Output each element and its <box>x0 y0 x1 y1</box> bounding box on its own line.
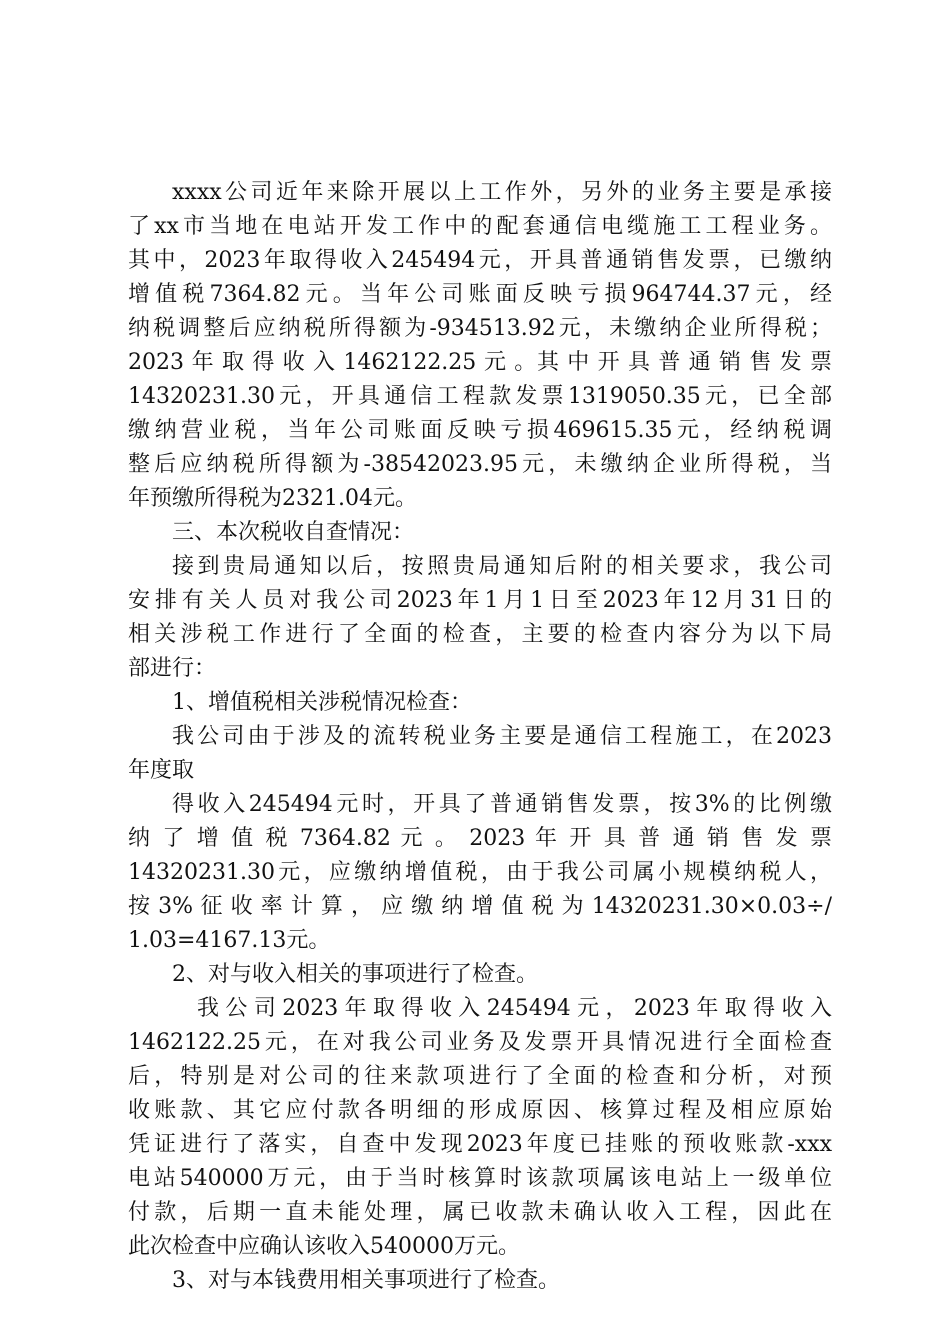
paragraph-line-12: 接到贵局通知以后，按照贵局通知后附的相关要求，我公司 <box>172 554 832 579</box>
paragraph-line-1: xxxx公司近年来除开展以上工作外，另外的业务主要是承接 <box>172 180 832 205</box>
paragraph-line-22: 按 3% 征 收 率 计 算 ， 应 缴 纳 增 值 税 为 14320231.30×0.03÷/ <box>128 894 832 919</box>
paragraph-line-3: 其中，2023年取得收入245494元，开具普通销售发票，已缴纳 <box>128 248 832 273</box>
paragraph-line-23: 1.03=4167.13元。 <box>128 928 331 953</box>
paragraph-line-6: 2023 年 取 得 收 入 1462122.25 元 。其 中 开 具 普 通 销 售 发 票 <box>128 350 832 375</box>
paragraph-line-25: 我公司2023年取得收入245494元，2023年取得收入 <box>197 996 832 1021</box>
subheading-2: 2、对与收入相关的事项进行了检查。 <box>172 962 538 987</box>
paragraph-line-20: 纳 了 增 值 税 7364.82 元 。 2023 年 开 具 普 通 销 售 发 票 <box>128 826 832 851</box>
paragraph-line-31: 付款，后期一直未能处理，属已收款未确认收入工程，因此在 <box>128 1200 832 1225</box>
paragraph-line-7: 14320231.30元，开具通信工程款发票1319050.35元，已全部 <box>128 384 832 409</box>
paragraph-line-29: 凭证进行了落实，自查中发现2023年度已挂账的预收账款-xxx <box>128 1132 832 1157</box>
section-heading: 三、本次税收自查情况： <box>172 520 415 545</box>
paragraph-line-15: 部进行： <box>128 656 217 681</box>
subheading-3: 3、对与本钱费用相关事项进行了检查。 <box>172 1268 560 1293</box>
subheading-1: 1、增值税相关涉税情况检查： <box>172 690 472 715</box>
paragraph-line-19: 得收入245494元时，开具了普通销售发票，按3%的比例缴 <box>172 792 832 817</box>
paragraph-line-30: 电站540000万元，由于当时核算时该款项属该电站上一级单位 <box>128 1166 832 1191</box>
paragraph-line-2: 了xx市当地在电站开发工作中的配套通信电缆施工工程业务。 <box>128 214 832 239</box>
paragraph-line-27: 后，特别是对公司的往来款项进行了全面的检查和分析，对预 <box>128 1064 832 1089</box>
paragraph-line-8: 缴纳营业税，当年公司账面反映亏损469615.35元，经纳税调 <box>128 418 832 443</box>
paragraph-line-32: 此次检查中应确认该收入540000万元。 <box>128 1234 520 1259</box>
paragraph-line-4: 增值税7364.82元。当年公司账面反映亏损964744.37元，经 <box>128 282 832 307</box>
paragraph-line-9: 整后应纳税所得额为-38542023.95元，未缴纳企业所得税，当 <box>128 452 832 477</box>
paragraph-line-26: 1462122.25元，在对我公司业务及发票开具情况进行全面检查 <box>128 1030 832 1055</box>
paragraph-line-10: 年预缴所得税为2321.04元。 <box>128 486 417 511</box>
paragraph-line-17: 我公司由于涉及的流转税业务主要是通信工程施工，在2023 <box>172 724 832 749</box>
paragraph-line-18: 年度取 <box>128 758 195 783</box>
paragraph-line-21: 14320231.30元，应缴纳增值税，由于我公司属小规模纳税人， <box>128 860 832 885</box>
paragraph-line-5: 纳税调整后应纳税所得额为-934513.92元，未缴纳企业所得税； <box>128 316 832 341</box>
paragraph-line-13: 安排有关人员对我公司2023年1月1日至2023年12月31日的 <box>128 588 832 613</box>
paragraph-line-28: 收账款、其它应付款各明细的形成原因、核算过程及相应原始 <box>128 1098 832 1123</box>
paragraph-line-14: 相关涉税工作进行了全面的检查，主要的检查内容分为以下局 <box>128 622 832 647</box>
